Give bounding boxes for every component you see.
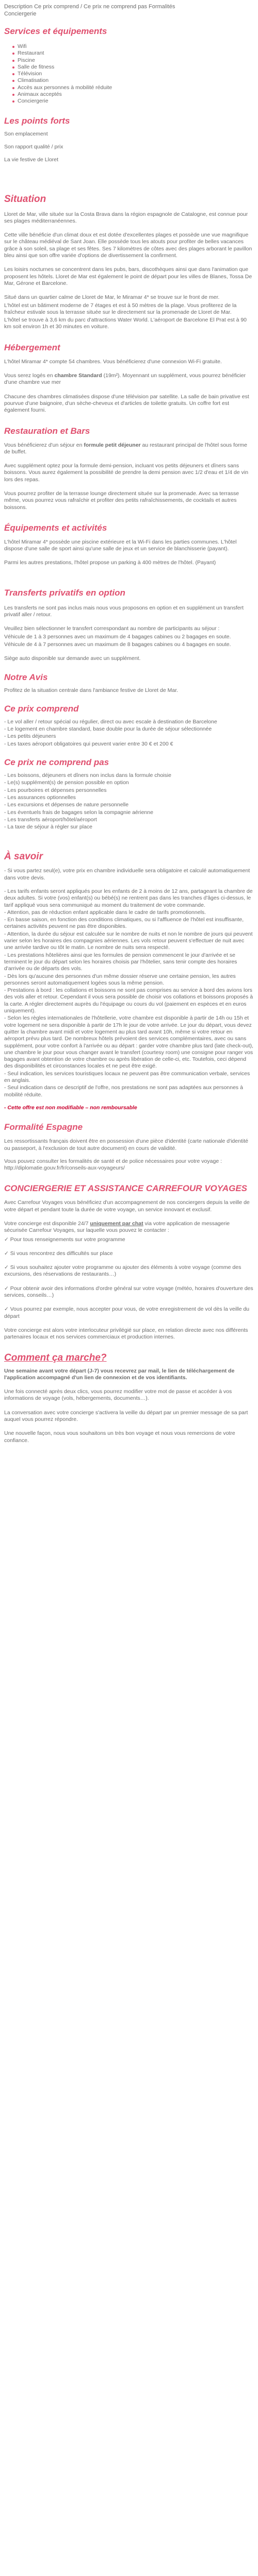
points-forts-title: Les points forts — [4, 115, 70, 126]
point-fort-item: Son rapport qualité / prix — [4, 143, 63, 150]
ne-comprend-item: - Les excursions et dépenses de nature personnelle — [4, 802, 129, 808]
non-refundable-note: - Cette offre est non modifiable – non remboursable — [4, 1104, 137, 1111]
hebergement-title: Hébergement — [4, 342, 60, 352]
comment-p4: Une nouvelle façon, nous vous souhaitons un très bon voyage et nous vous remercions de votre confiance. — [4, 1430, 235, 1444]
ne-comprend-item: - Les transferts aéroport/hôtel/aéroport — [4, 816, 97, 823]
a-savoir-p8: - Prestations à bord : les collations et boissons ne sont pas comprises au service à bord des avions lors des vols aller et retour. Cependant il vous sera possible de choisir vos collations et boissons proposés à la carte. A régler directement auprès du l'équipage ou cours du vol (paiement en espèces et en euros uniquement). — [4, 987, 253, 1014]
ne-comprend-title: Ce prix ne comprend pas — [4, 757, 109, 768]
comment-p3: La conversation avec votre concierge s'activera la veille du départ par un premier message de sa part auquel vous pourrez répondre. — [4, 1409, 248, 1423]
equipements-title: Équipements et activités — [4, 522, 107, 533]
restauration-p1: Vous bénéficierez d'un séjour en formule petit déjeuner au restaurant principal de l'hôtel sous forme de buffet. — [4, 442, 247, 455]
service-item: Restaurant — [13, 50, 254, 57]
a-savoir-p3: - Attention, pas de réduction enfant applicable dans le cadre de tarifs promotionnels. — [4, 909, 206, 916]
service-item: Animaux acceptés — [13, 91, 254, 98]
equipements-p1: L'hôtel Miramar 4* possède une piscine extérieure et la Wi-Fi dans les parties communes. L'hôtel dispose d'une salle de sport ainsi qu'une salle de jeux et un service de blanchisserie (payant). — [4, 538, 237, 552]
situation-title: Situation — [4, 193, 46, 205]
restauration-p3: Vous pourrez profiter de la terrasse lounge directement située sur la promenade. Avec sa terrasse même, vous pourrez vous rafraîchir et profiter des petits rafraîchissements, de cocktails et autres boissons. — [4, 490, 239, 511]
ne-comprend-list — [4, 772, 254, 831]
situation-p4: Situé dans un quartier calme de Lloret de Mar, le Miramar 4* se trouve sur le front de mer. — [4, 294, 220, 301]
point-fort-item: La vie festive de Lloret — [4, 157, 59, 163]
point-fort-item: Son emplacement — [4, 130, 48, 137]
tabs-breadcrumb — [4, 3, 254, 18]
ne-comprend-item: - Le(s) supplément(s) de pension possible en option — [4, 779, 129, 786]
ne-comprend-item: - Les éventuels frais de bagages selon la compagnie aérienne — [4, 809, 153, 816]
comprend-item: - Le logement en chambre standard, base double pour la durée de séjour sélectionnée — [4, 726, 212, 733]
hebergement-p3: Chacune des chambres climatisées dispose d'une télévision par satellite. La salle de bain privative est pourvue d'une baignoire, d'un sèche-cheveux et d'articles de toilette gratuits. Un coffre fort est également fourni. — [4, 393, 249, 414]
concierge-item: ✓ Pour tous renseignements sur votre programme — [4, 1236, 125, 1243]
a-savoir-p10: - Seul indication, les services touristiques locaux ne peuvent pas être communication verbale, services en anglais. — [4, 1070, 250, 1084]
transferts-p2: Veuillez bien sélectionner le transfert correspondant au nombre de participants au séjour : — [4, 625, 220, 632]
conciergerie-p2: Votre concierge est disponible 24/7 uniquement par chat via votre application de messagerie sécurisée Carrefour Voyages, sur laquelle vous pouvez le contacter : — [4, 1220, 230, 1234]
a-savoir-p2: - Les tarifs enfants seront appliqués pour les enfants de 2 à moins de 12 ans, partageant la chambre de deux adultes. Si votre (vos) enfant(s) ou bébé(s) ne rentrent pas dans les tranches d'âges ci-dessus, le tarif appliqué vous sera communiqué au moment du traitement de votre commande. — [4, 888, 253, 908]
comprend-item: - Les taxes aéroport obligatoires qui peuvent varier entre 30 € et 200 € — [4, 740, 173, 747]
transferts-title: Transferts privatifs en option — [4, 587, 125, 598]
service-item: Piscine — [13, 57, 254, 64]
service-item: Wifi — [13, 43, 254, 50]
conciergerie-p3: Votre concierge est alors votre interlocuteur privilégié sur place, en relation directe avec nos différents partenaires locaux et nos services commerciaux et production internes. — [4, 1327, 248, 1341]
services-title: Services et équipements — [4, 26, 107, 36]
a-savoir-p4: - En basse saison, en fonction des conditions climatiques, ou si l'affluence de l'hôtel est insuffisante, certaines activités peuvent ne pas être disponibles. — [4, 917, 244, 930]
service-item: Salle de fitness — [13, 64, 254, 71]
situation-p1: Lloret de Mar, ville située sur la Costa Brava dans la région espagnole de Catalogne, est connue pour ses plages méditerranéennes. — [4, 211, 248, 224]
document-page — [0, 3, 258, 1444]
ne-comprend-item: - Les boissons, déjeuners et dîners non inclus dans la formule choisie — [4, 772, 171, 779]
comprend-item: - Les petits déjeuners — [4, 733, 56, 740]
ne-comprend-item: - La taxe de séjour à régler sur place — [4, 824, 93, 831]
a-savoir-title: À savoir — [4, 851, 43, 862]
comprend-list — [4, 719, 254, 748]
a-savoir-p6: - Les prestations hôtelières ainsi que les formules de pension commencent le jour d'arrivée et se terminent le jour du départ selon les horaires choisis par l'hôtelier, sans tenir compte des horaires d'arrivée ou de départs des vols. — [4, 952, 237, 972]
tabs-line-2[interactable]: Conciergerie — [4, 11, 37, 17]
service-item: Conciergerie — [13, 98, 254, 105]
ne-comprend-item: - Les pourboires et dépenses personnelles — [4, 787, 107, 793]
tabs-line-1[interactable]: Description Ce prix comprend / Ce prix ne comprend pas Formalités — [4, 4, 175, 10]
concierge-item: ✓ Si vous rencontrez des difficultés sur place — [4, 1250, 113, 1257]
situation-p3: Les loisirs nocturnes se concentrent dans les pubs, bars, discothèques ainsi que dans l'animation que proposent les hôtels. Lloret de Mar est également le point de départ pour les villes de Blanes, Tossa De Mar, Gérone et Barcelone. — [4, 266, 252, 286]
comment-p2: Une fois connecté après deux clics, vous pourrez modifier votre mot de passe et accéder à vos informations de voyage (vols, hébergements, documents…). — [4, 1388, 232, 1402]
a-savoir-p1: - Si vous partez seul(e), votre prix en chambre individuelle sera obligatoire et calculé automatiquement dans votre devis. — [4, 868, 250, 881]
restauration-p2: Avec supplément optez pour la formule demi-pension, incluant vos petits déjeuners et dîners sans boissons. Vous aurez également la possibilité de prendre la demi pension avec 1/2 d'eau et 1/4 de vin lors des repas. — [4, 463, 249, 483]
conciergerie-title: CONCIERGERIE ET ASSISTANCE CARREFOUR VOYAGES — [4, 1183, 248, 1194]
ne-comprend-item: - Les assurances optionnelles — [4, 794, 76, 801]
restauration-title: Restauration et Bars — [4, 426, 90, 436]
conciergerie-p1: Avec Carrefour Voyages vous bénéficiez d'un accompagnement de nos conciergers depuis la veille de votre départ et pendant toute la durée de votre voyage, un service innovant et exclusif. — [4, 1199, 250, 1213]
formalite-title: Formalité Espagne — [4, 1122, 83, 1132]
transferts-p5: Siège auto disponible sur demande avec un supplément. — [4, 655, 141, 662]
points-forts-list — [4, 131, 254, 164]
equipements-p2: Parmi les autres prestations, l'hôtel propose un parking à 400 mètres de l'hôtel. (Payant) — [4, 560, 216, 566]
comprend-title: Ce prix comprend — [4, 703, 79, 714]
service-item: Climatisation — [13, 77, 254, 84]
transferts-p1: Les transferts ne sont pas inclus mais nous vous proposons en option et en supplément un transfert privatif aller / retour. — [4, 604, 244, 618]
services-list — [4, 43, 254, 105]
concierge-item: ✓ Pour obtenir avoir des informations d'ordre général sur votre voyage (météo, horaires d'ouverture des services, conseils…) — [4, 1285, 253, 1299]
situation-p2: Cette ville bénéficie d'un climat doux et est dotée d'excellentes plages et possède une vue magnifique sur le château médiéval de Sant Joan. Elle possède tous les atouts pour profiter de belles vacances grâce à son soleil, sa plage et ses fêtes. Ses 7 kilomètres de côtes avec des plages arborant le pavillon bleu ainsi que son offre variée d'options de divertissement la confirment. — [4, 232, 252, 259]
transferts-p3: Véhicule de 1 à 3 personnes avec un maximum de 4 bagages cabines ou 2 bagages en soute. — [4, 633, 231, 640]
concierge-item: ✓ Vous pourrez par exemple, nous accepter pour vous, de votre enregistrement de vol dès la veille du départ — [4, 1306, 250, 1319]
transferts-p4: Véhicule de 4 à 7 personnes avec un maximum de 8 bagages cabines ou 4 bagages en soute. — [4, 641, 231, 648]
comprend-item: - Le vol aller / retour spécial ou régulier, direct ou avec escale à destination de Barcelone — [4, 718, 217, 725]
concierge-item: ✓ Si vous souhaitez ajouter votre programme ou ajouter des éléments à votre voyage (comme des excursions, des réservations de restaurants…) — [4, 1264, 241, 1278]
a-savoir-p11: - Seul indication dans ce descriptif de l'offre, nos prestations ne sont pas adaptées aux personnes à mobilité réduite. — [4, 1084, 243, 1098]
concierge-list — [4, 1236, 254, 1320]
comment-p1: Une semaine avant votre départ (J-7) vous recevrez par mail, le lien de téléchargement de l'application accompagné d'un lien de connexion et de vos identifiants. — [4, 1367, 235, 1381]
service-item: Accès aux personnes à mobilité réduite — [13, 84, 254, 91]
formalite-p2: Vous pouvez consulter les formalités de santé et de police nécessaires pour votre voyage : http://diplomatie.gouv.fr/fr/conseils-aux-voyageurs/ — [4, 1158, 222, 1172]
a-savoir-p7: - Dès lors qu'aucune des personnes d'un même dossier réserve une certaine pension, les autres personnes seront automatiquement logées sous la même pension. — [4, 973, 236, 986]
avis-p1: Profitez de la situation centrale dans l'ambiance festive de Lloret de Mar. — [4, 687, 179, 693]
situation-p6: L'hôtel se trouve à 3,6 km du parc d'attractions Water World. L'aéroport de Barcelone El Prat est à 90 km soit environ 1h et 30 minutes en voiture. — [4, 317, 247, 330]
hebergement-p2: Vous serez logés en chambre Standard (19m²). Moyennant un supplément, vous pourrez bénéficier d'une chambre vue mer — [4, 372, 246, 386]
hebergement-p1: L'hôtel Miramar 4* compte 54 chambres. Vous bénéficierez d'une connexion Wi-Fi gratuite. — [4, 358, 222, 365]
comment-title: Comment ça marche? — [4, 1352, 107, 1363]
service-item: Télévision — [13, 71, 254, 77]
formalite-p1: Les ressortissants français doivent être en possession d'une pièce d'identité (carte nationale d'identité ou passeport, à l'exclusion de tout autre document) en cours de validité. — [4, 1138, 248, 1151]
avis-title: Notre Avis — [4, 672, 48, 682]
a-savoir-p9: - Selon les règles internationales de l'hôtellerie, votre chambre est disponible à partir de 14h ou 15h et votre logement ne sera disponible à partir de 17h le jour de votre arrivée. Le jour du départ, vous devez quitter la chambre avant midi et votre logement au plus tard avant 10h, même si votre retour en aéroport prévu plus tard. De nombreux hôtels prévoient des services complémentaires, avec ou sans supplément, pour votre confort à l'arrivée ou au départ : garder votre chambre plus tard (late check-out), une chambre le jour pour vous changer avant le transfert (courtesy room) une consigne pour ranger vos bagages avant obtention de votre chambre ou après libération de celle-ci, etc. Toutefois, ceci dépend des disponibilités et circonstances locales et ne peut être exigé. — [4, 1015, 253, 1070]
a-savoir-p5: - Attention, la durée du séjour est calculée sur le nombre de nuits et non le nombre de jours qui peuvent varier selon les horaires des compagnies aériennes. Les vols retour peuvent s'effectuer de nuit avec une arrivée tardive ou tôt le matin. Le nombre de nuits sera respecté. — [4, 930, 253, 951]
situation-p5: L'hôtel est un bâtiment moderne de 7 étages et est à 50 mètres de la plage. Vous profiterez de la fraîcheur estivale sous la terrasse située sur le directement sur la promenade de Lloret de Mar. — [4, 302, 237, 315]
